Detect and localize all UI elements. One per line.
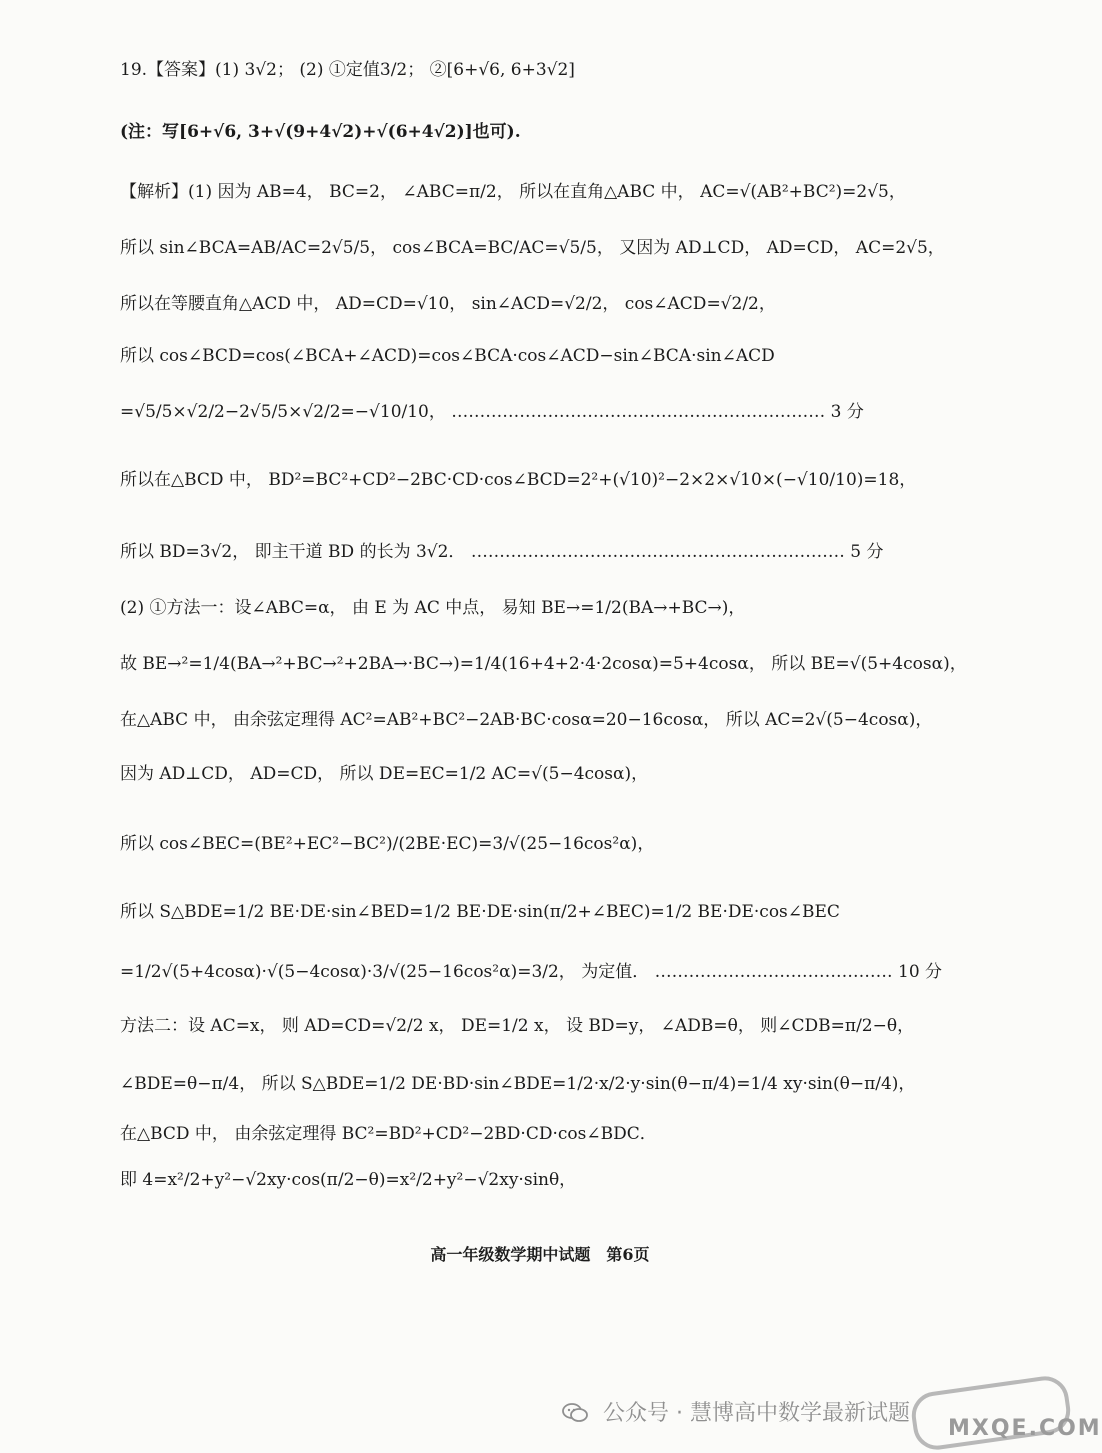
watermark	[562, 1396, 910, 1427]
watermark-text: 公众号 · 慧博高中数学最新试题	[603, 1401, 910, 1426]
solution-line: 所以 sin∠BCA=AB/AC=2√5/5， cos∠BCA=BC/AC=√5/5， 又因为 AD⊥CD， AD=CD， AC=2√5，	[120, 238, 945, 258]
solution-line: 【解析】(1) 因为 AB=4， BC=2， ∠ABC=π/2， 所以在直角△ABC 中， AC=√(AB²+BC²)=2√5，	[120, 182, 906, 202]
answer-line: 19.【答案】(1) 3√2； (2) ①定值3/2； ②[6+√6, 6+3√2]	[120, 60, 575, 80]
solution-line: 方法二：设 AC=x， 则 AD=CD=√2/2 x， DE=1/2 x， 设 BD=y， ∠ADB=θ， 则∠CDB=π/2−θ，	[120, 1016, 915, 1036]
solution-line: 所以在△BCD 中， BD²=BC²+CD²−2BC·CD·cos∠BCD=2²+(√10)²−2×2×√10×(−√10/10)=18，	[120, 470, 917, 490]
solution-line: 因为 AD⊥CD， AD=CD， 所以 DE=EC=1/2 AC=√(5−4cosα)，	[120, 764, 649, 784]
answer-note-line: (注：写[6+√6, 3+√(9+4√2)+√(6+4√2)]也可).	[120, 122, 521, 142]
solution-line: ∠BDE=θ−π/4， 所以 S△BDE=1/2 DE·BD·sin∠BDE=1/2·x/2·y·sin(θ−π/4)=1/4 xy·sin(θ−π/4)，	[120, 1074, 916, 1094]
solution-line: =√5/5×√2/2−2√5/5×√2/2=−√10/10， ………………………………………………………… 3 分	[120, 402, 864, 422]
page-footer: 高一年级数学期中试题 第6页	[430, 1245, 650, 1264]
solution-line: 在△ABC 中， 由余弦定理得 AC²=AB²+BC²−2AB·BC·cosα=20−16cosα， 所以 AC=2√(5−4cosα)，	[120, 710, 933, 730]
solution-line: 即 4=x²/2+y²−√2xy·cos(π/2−θ)=x²/2+y²−√2xy·sinθ，	[120, 1170, 577, 1190]
solution-line: (2) ①方法一：设∠ABC=α， 由 E 为 AC 中点， 易知 BE→=1/2(BA→+BC→)，	[120, 598, 746, 618]
solution-line: 故 BE→²=1/4(BA→²+BC→²+2BA→·BC→)=1/4(16+4+2·4·2cosα)=5+4cosα， 所以 BE=√(5+4cosα)，	[120, 654, 967, 674]
solution-line: 所以 S△BDE=1/2 BE·DE·sin∠BED=1/2 BE·DE·sin(π/2+∠BEC)=1/2 BE·DE·cos∠BEC	[120, 902, 840, 922]
solution-line: 所以 cos∠BEC=(BE²+EC²−BC²)/(2BE·EC)=3/√(25−16cos²α)，	[120, 834, 655, 854]
solution-line: 所以在等腰直角△ACD 中， AD=CD=√10， sin∠ACD=√2/2， cos∠ACD=√2/2，	[120, 294, 776, 314]
stamp-text: MXQE.COM	[948, 1416, 1102, 1441]
wechat-icon	[562, 1403, 588, 1423]
solution-line: 在△BCD 中， 由余弦定理得 BC²=BD²+CD²−2BD·CD·cos∠BDC．	[120, 1124, 657, 1144]
solution-line: 所以 cos∠BCD=cos(∠BCA+∠ACD)=cos∠BCA·cos∠ACD−sin∠BCA·sin∠ACD	[120, 346, 775, 366]
solution-line: 所以 BD=3√2， 即主干道 BD 的长为 3√2． ………………………………………………………… 5 分	[120, 542, 884, 562]
solution-line: =1/2√(5+4cosα)·√(5−4cosα)·3/√(25−16cos²α)=3/2， 为定值． …………………………………… 10 分	[120, 962, 943, 982]
